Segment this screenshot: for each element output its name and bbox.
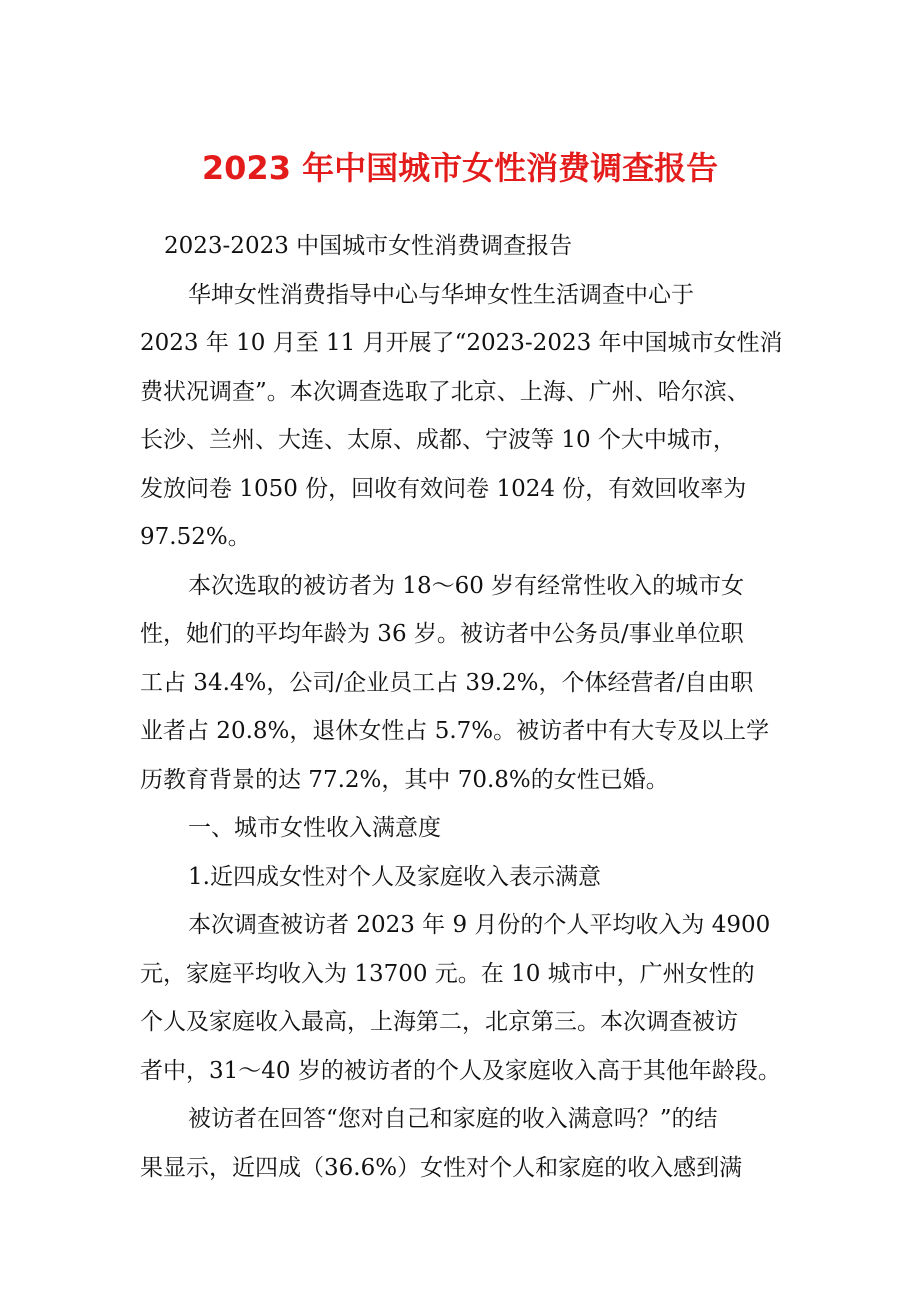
document-body [140,222,800,1192]
text-line: 个人及家庭收入最高，上海第二，北京第三。本次调查被访 [140,1009,738,1035]
text-line: 业者占 20.8%，退休女性占 5.7%。被访者中有大专及以上学 [140,718,770,744]
text-line: 本次选取的被访者为 18～60 岁有经常性收入的城市女 [188,572,745,599]
text-line: 历教育背景的达 77.2%，其中 70.8%的女性已婚。 [140,766,669,793]
text-line: 工占 34.4%，公司/企业员工占 39.2%，个体经营者/自由职 [140,669,754,696]
text-line: 本次调查被访者 2023 年 9 月份的个人平均收入为 4900 [188,912,771,938]
text-line: 1.近四成女性对个人及家庭收入表示满意 [188,863,601,890]
text-line: 一、城市女性收入满意度 [188,815,441,841]
text-line: 被访者在回答“您对自己和家庭的收入满意吗？”的结 [188,1106,718,1132]
text-line: 费状况调查”。本次调查选取了北京、上海、广州、哈尔滨、 [140,378,750,405]
text-line: 2023 年 10 月至 11 月开展了“2023-2023 年中国城市女性消 [140,330,783,356]
document-title: 2023 年中国城市女性消费调查报告 [201,149,719,187]
text-line: 果显示，近四成（36.6%）女性对个人和家庭的收入感到满 [140,1154,743,1181]
text-line: 发放问卷 1050 份，回收有效问卷 1024 份，有效回收率为 [140,475,747,502]
text-line: 97.52%。 [140,524,251,550]
text-line: 2023-2023 中国城市女性消费调查报告 [164,233,573,259]
text-line: 者中，31～40 岁的被访者的个人及家庭收入高于其他年龄段。 [140,1057,781,1084]
text-line: 长沙、兰州、大连、太原、成都、宁波等 10 个大中城市， [140,427,736,453]
text-line: 华坤女性消费指导中心与华坤女性生活调查中心于 [188,281,694,308]
text-line: 性，她们的平均年龄为 36 岁。被访者中公务员/事业单位职 [140,621,744,647]
text-line: 元，家庭平均收入为 13700 元。在 10 城市中，广州女性的 [140,960,755,987]
